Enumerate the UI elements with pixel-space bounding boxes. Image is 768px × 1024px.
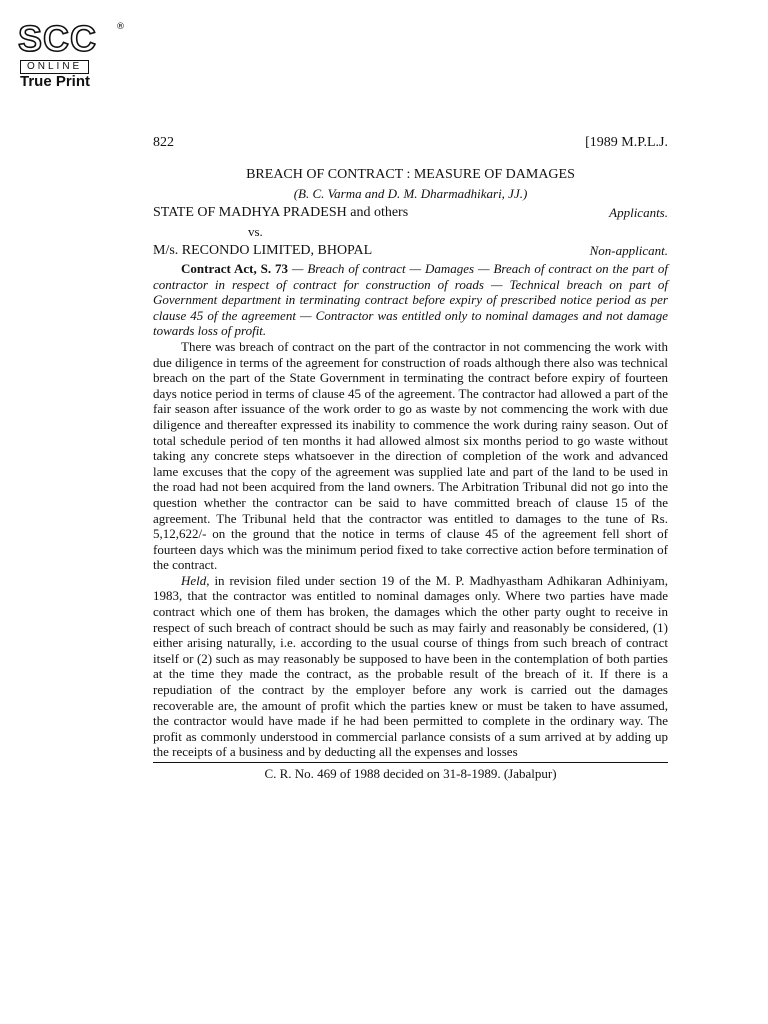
footnote-divider [153,762,668,763]
party-role: Applicants. [609,205,668,220]
scc-online-logo [18,18,128,90]
versus: vs. [248,224,263,239]
party-name: M/s. RECONDO LIMITED, BHOPAL [153,243,373,258]
case-title: BREACH OF CONTRACT : MEASURE OF DAMAGES [246,167,575,182]
party-name: STATE OF MADHYA PRADESH and others [153,205,409,220]
running-header [153,133,668,153]
paragraph-facts: There was breach of contract on the part of the contractor in not commencing the work with due diligence in terms of the agreement for construction of roads although there also was technical breach on the part of the State Government in terminating the contract before expiry of fourteen days notice period in terms of clause 45 of the agreement. The contractor had allowed a part of the fair season after issuance of the work order to go as waste by not commencing the work with due diligence and thereafter expressed its inability to commence the work during rainy season. Out of total schedule period of ten months it had allowed almost six months period to go waste without taking any concrete steps whatsoever in the direction of completion of the work and advanced lame excuses that the copy of the agreement was supplied late and part of the land to be used in the road had not been acquired from the land owners. The Arbitration Tribunal did not go into the question whether the contractor can be said to have committed breach of clause 15 of the agreement. The Tribunal held that the contractor was entitled to damages to the tune of Rs. 5,12,622/- on the ground that the notice in terms of clause 45 of the agreement fell short of fourteen days which was the minimum period fixed to take corrective action before termination of the contract. [153,338,668,573]
document-page [153,133,668,783]
footnote: C. R. No. 469 of 1988 decided on 31-8-1989. (Jabalpur) [264,766,557,781]
page-number: 822 [153,135,174,150]
logo-subtitle: True Print [20,73,91,90]
headnote [153,261,668,339]
party-non-applicant [153,241,668,261]
held-text: in revision filed under section 19 of the M. P. Madhyastham Adhikaran Adhiniyam, 1983, that the contractor was entitled to nominal damages only. Where two parties have made contract which one of them has broken, the damages which the other party ought to receive in respect of such breach of contract should be such as may fairly and reasonably be considered, (1) either arising naturally, i.e. according to the usual course of things from such breach of contract itself or (2) such as may reasonably be supposed to have been in the contemplation of both parties at the time they made the contract, as the probable result of the breach of it. If there is a repudiation of the contract by the employer before any work is carried out the damages recoverable are, the amount of profit which the parties knew or must be taken to have assumed, the contractor would have made if he had been permitted to complete in the ordinary way. The profit as commonly understood in commercial parlance consists of a sum arrived at by adding up the receipts of a business and by deducting all the expenses and losses [153,572,668,760]
party-applicants [153,203,668,223]
headnote-section: Contract Act, S. 73 [181,261,289,276]
logo-registered-mark: ® [116,22,125,32]
party-role: Non-applicant. [589,243,668,258]
logo-online: ONLINE [20,60,89,74]
headnote-text: — Breach of contract — Damages — Breach of contract on the part of contractor in respect of contract for construction of roads — Technical breach on part of Government department in terminating contract before expiry of prescribed notice period as per clause 45 of the agreement — Contractor was entitled only to nominal damages and not damage towards loss of profit. [153,261,668,339]
paragraph-held [153,573,668,760]
judges-line: (B. C. Varma and D. M. Dharmadhikari, JJ.) [293,186,528,201]
journal-citation: [1989 M.P.L.J. [585,135,668,150]
logo-brand: SCC [18,18,98,59]
held-lead: Held, [181,572,210,588]
